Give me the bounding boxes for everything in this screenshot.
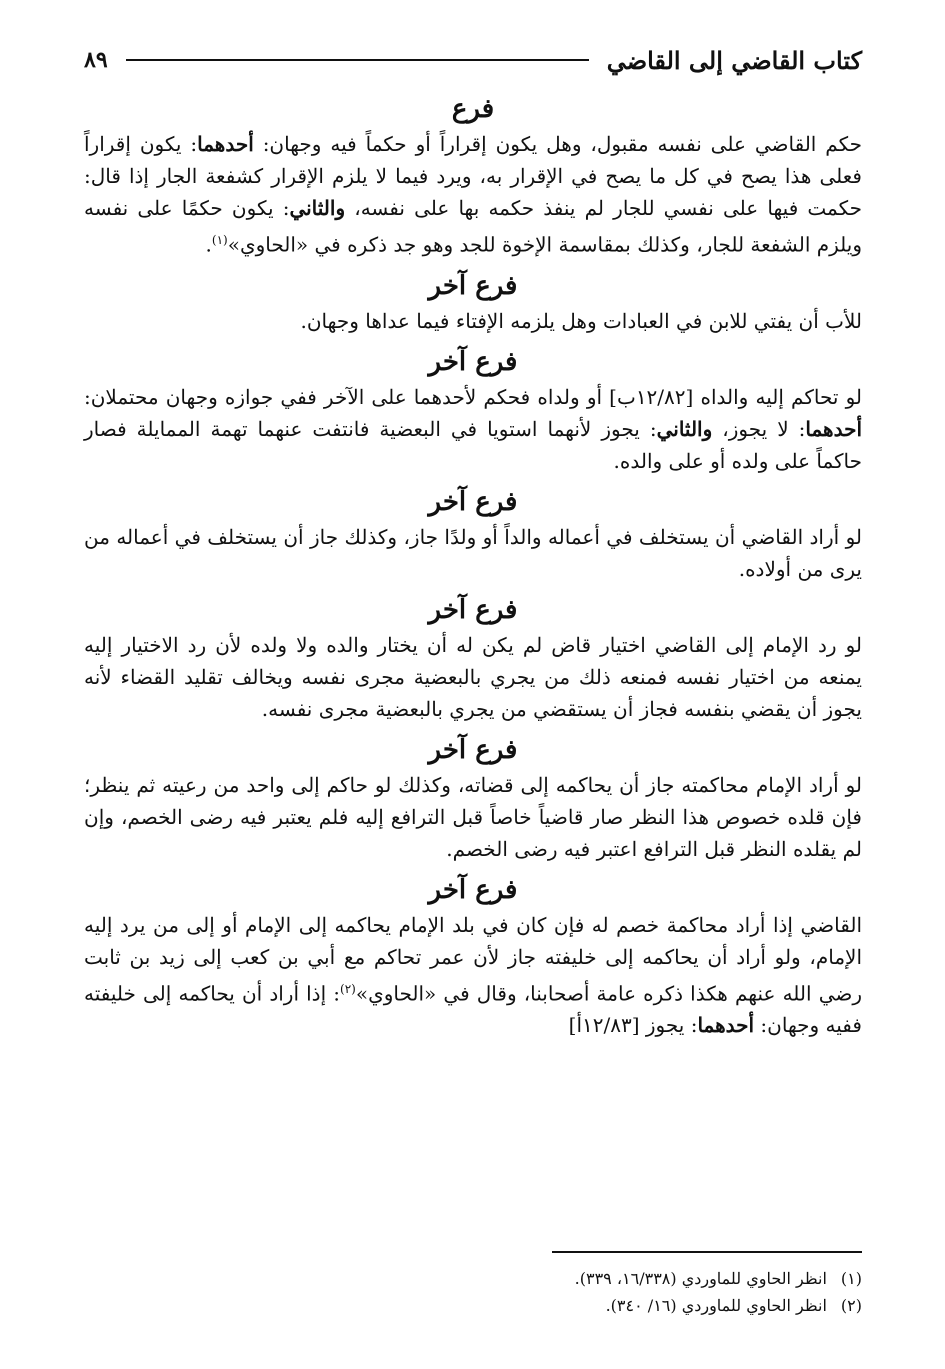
paragraph-text: لو أراد القاضي أن يستخلف في أعماله والداً أو ولدًا جاز، وكذلك جاز أن يستخلف في أعماله من يرى من أولاده. <box>84 524 862 581</box>
footnote-text: انظر الحاوي للماوردي (١٦/ ٣٤٠). <box>605 1296 827 1315</box>
bold-term: والثاني <box>656 416 713 441</box>
section-heading: فرع آخر <box>428 874 518 905</box>
section-paragraph <box>84 305 862 337</box>
book-title: كتاب القاضي إلى القاضي <box>606 45 862 75</box>
bold-term: أحدهما <box>805 416 863 441</box>
footnote-mark: (١) <box>840 1269 862 1288</box>
paragraph-text: : يكون إقراراً فعلى هذا يصح في كل ما يصح في الإقرار به، ويرد فيما لا يلزم الإقرار كشفعة الجار إذا قال: حكمت فيها على نفسي للجار لم ينفذ حكمه بها على نفسه، <box>84 132 862 220</box>
page-number: ٨٩ <box>84 47 108 73</box>
paragraph-text: للأب أن يفتي للابن في العبادات وهل يلزمه الإفتاء فيما عداها وجهان. <box>300 308 862 333</box>
paragraph-text: لو رد الإمام إلى القاضي اختيار قاض لم يكن له أن يختار والده ولا ولده لأن رد الاختيار إليه يمنعه من اختيار نفسه فمنعه ذلك من يجري بالبعضية مجرى نفسه ويخالف تقليد القضاء لأنه يجوز أن يقضي بنفسه فجاز أن يستقضي من يجري بالبعضية مجرى نفسه. <box>84 632 863 721</box>
section-paragraph <box>84 521 862 585</box>
paragraph-text: : يجوز لأنهما استويا في البعضية فانتفت عنهما تهمة الممايلة فصار حاكماً على ولده أو على والده. <box>84 416 862 473</box>
book-page <box>84 40 862 1340</box>
paragraph-text: : يكون حكمًا على نفسه ويلزم الشفعة للجار، وكذلك بمقاسمة الإخوة للجد وهو جد ذكره في «الحاوي» <box>84 196 862 257</box>
paragraph-text: القاضي إذا أراد محاكمة خصم له فإن كان في بلد الإمام يحاكمه إلى الإمام أو إلى من يرد إليه الإمام، ولو أراد أن يحاكمه إلى خليفته جاز لأن عمر تحاكم مع أبي بن كعب إلى زيد بن ثابت رضي الله عنهم هكذا ذكره عامة أصحابنا، وقال في «الحاوي» <box>84 912 863 1006</box>
header-rule <box>126 59 589 61</box>
bold-term: والثاني <box>289 196 346 220</box>
footnotes <box>84 1265 862 1319</box>
running-header <box>84 40 862 80</box>
section-paragraph <box>84 629 862 725</box>
paragraph-text: لو أراد الإمام محاكمته جاز أن يحاكمه إلى قضاته، وكذلك لو حاكم إلى واحد من رعيته ثم ينظر؛ فإن قلده خصوص هذا النظر صار قاضياً خاصاً قبل الترافع إليه فلم يعتبر فيه رضى الخصم، وإن لم يقلده النظر قبل الترافع اعتبر فيه رضى الخصم. <box>84 772 862 861</box>
paragraph-text: : إذا أراد أن يحاكمه إلى خليفته ففيه وجهان: <box>84 981 862 1038</box>
paragraph-text: حكم القاضي على نفسه مقبول، وهل يكون إقراراً أو حكماً فيه وجهان: <box>253 132 862 156</box>
section-heading: فرع <box>451 94 495 124</box>
section-heading: فرع آخر <box>428 734 518 765</box>
section-paragraph <box>84 128 862 261</box>
section-paragraph <box>84 769 862 865</box>
bold-term: أحدهما <box>197 132 254 156</box>
footnote <box>84 1265 862 1292</box>
footnote-text: انظر الحاوي للماوردي (١٦/٣٣٨، ٣٣٩). <box>574 1269 827 1288</box>
section-heading: فرع آخر <box>428 346 518 377</box>
body-text <box>84 92 862 1041</box>
section-paragraph <box>84 909 862 1042</box>
footnote-reference: (٢) <box>340 981 356 996</box>
section-heading: فرع آخر <box>428 270 518 301</box>
footnote-separator <box>552 1251 862 1253</box>
footnote-reference: (١) <box>211 233 228 247</box>
paragraph-text: لو تحاكم إليه والداه [١٢/٨٢ب] أو ولداه فحكم لأحدهما على الآخر ففي جوازه وجهان محتملان: <box>84 384 862 409</box>
section-heading: فرع آخر <box>428 594 518 625</box>
footnote <box>84 1292 862 1319</box>
footnote-mark: (٢) <box>840 1296 862 1315</box>
paragraph-text: . <box>205 232 212 257</box>
section-heading: فرع آخر <box>428 486 518 517</box>
section-paragraph <box>84 381 862 477</box>
paragraph-text: : يجوز [١٢/٨٣أ] <box>568 1013 698 1038</box>
bold-term: أحدهما <box>697 1013 755 1038</box>
paragraph-text: : لا يجوز، <box>712 416 806 441</box>
